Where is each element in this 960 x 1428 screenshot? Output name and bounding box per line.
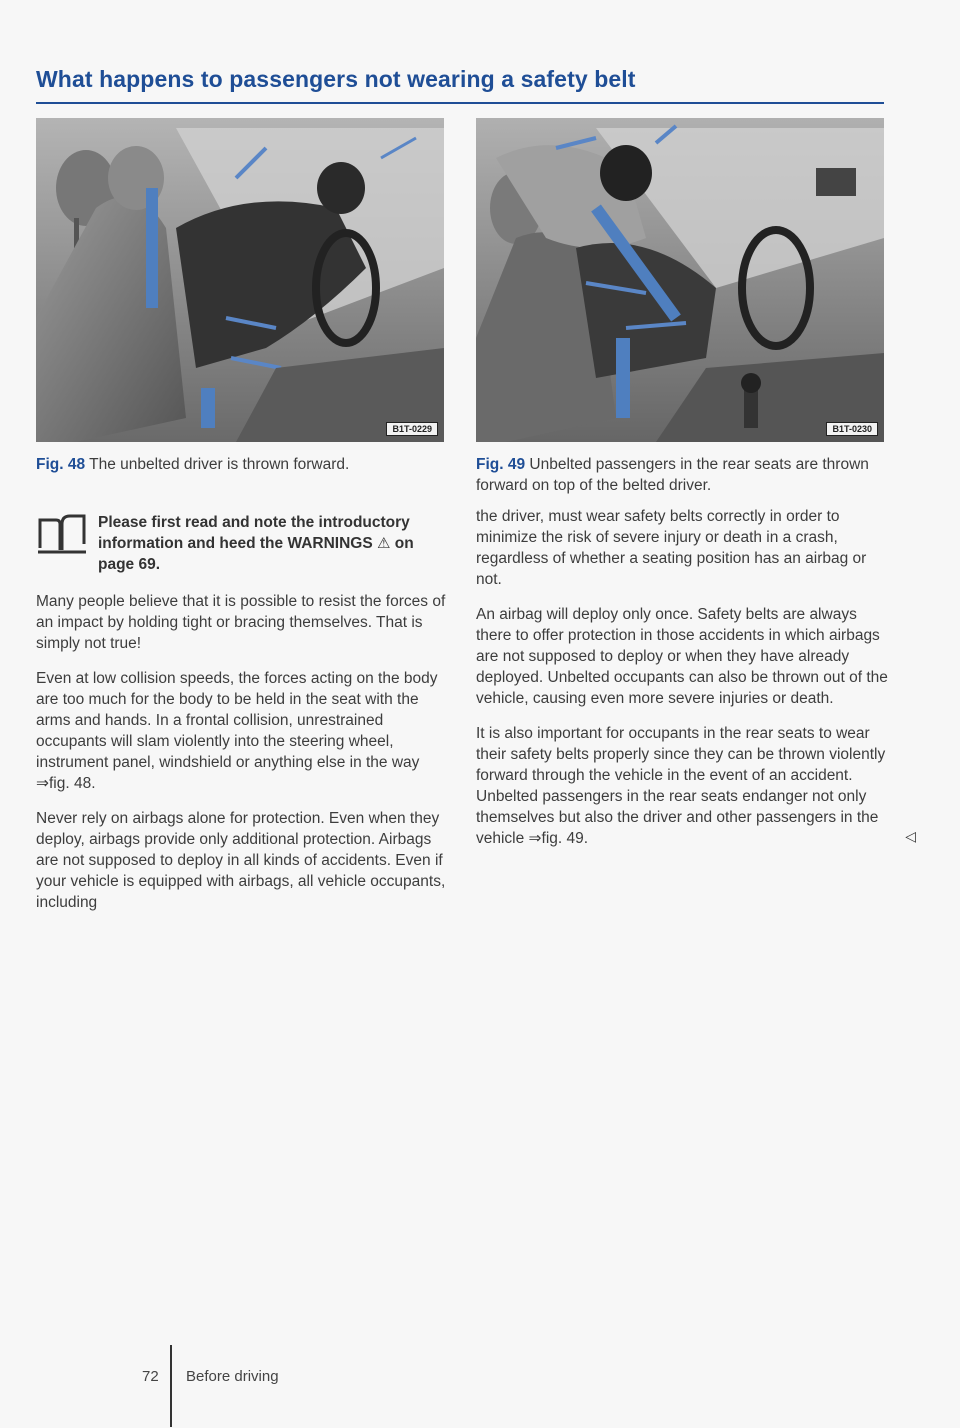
right-text-column — [476, 506, 916, 863]
paragraph: An airbag will deploy only once. Safety belts are always there to offer protection in those accidents in which airbags are not supposed to deploy or when they have already deployed. Unbelted occupants can also be thrown out of the vehicle, causing even more severe injuries or death. — [476, 606, 888, 707]
paragraph — [476, 723, 916, 849]
notice-text: Please first read and note the introductory information and heed the WARNINGS — [98, 514, 410, 552]
left-text-column — [36, 512, 448, 927]
footer-section-title: Before driving — [186, 1368, 279, 1385]
figure-49-caption — [476, 454, 884, 496]
page-title: What happens to passengers not wearing a safety belt — [36, 66, 636, 92]
driver-thrown-forward-illustration — [36, 118, 444, 442]
notice-page-ref[interactable]: on page 69. — [98, 535, 414, 573]
passengers-thrown-forward-illustration — [476, 118, 884, 442]
section-end-icon: ◁ — [905, 828, 916, 844]
book-icon — [36, 514, 88, 556]
read-first-notice — [36, 512, 448, 575]
figure-code: B1T-0229 — [386, 422, 438, 436]
figure-caption-text: Unbelted passengers in the rear seats are thrown forward on top of the belted driver. — [476, 456, 869, 494]
figure-label: Fig. 49 — [476, 456, 526, 473]
paragraph: Never rely on airbags alone for protection. Even when they deploy, airbags provide only additional protection. Airbags are not supposed to deploy in all kinds of accidents. Even if your vehicle is equipped with airbags, all vehicle occupants, including — [36, 810, 446, 911]
figure-48-illustration — [36, 118, 444, 442]
title-rule — [36, 102, 884, 104]
figure-caption-text: The unbelted driver is thrown forward. — [89, 456, 350, 473]
page-number: 72 — [142, 1368, 159, 1385]
paragraph-text: It is also important for occupants in the rear seats to wear their safety belts properly since they can be thrown violently forward through the vehicle in the event of an accident. Unbelted passengers in the rear seats endanger not only themselves but also the driver and other passengers in the vehicle ⇒fig. 49. — [476, 725, 886, 847]
paragraph: Even at low collision speeds, the forces acting on the body are too much for the body to be held in the seat with the arms and hands. In a frontal collision, unrestrained occupants will slam violently into the steering wheel, instrument panel, windshield or anything else in the way ⇒fig. 48. — [36, 670, 438, 792]
warning-triangle-icon: ⚠ — [377, 535, 391, 552]
figure-49-illustration — [476, 118, 884, 442]
figure-label: Fig. 48 — [36, 456, 86, 473]
figure-code: B1T-0230 — [826, 422, 878, 436]
footer-divider — [170, 1345, 172, 1427]
paragraph: the driver, must wear safety belts correctly in order to minimize the risk of severe injury or death in a crash, regardless of whether a seating position has an airbag or not. — [476, 508, 867, 588]
paragraph: Many people believe that it is possible to resist the forces of an impact by holding tight or bracing themselves. That is simply not true! — [36, 593, 446, 652]
figure-48-caption — [36, 454, 444, 475]
